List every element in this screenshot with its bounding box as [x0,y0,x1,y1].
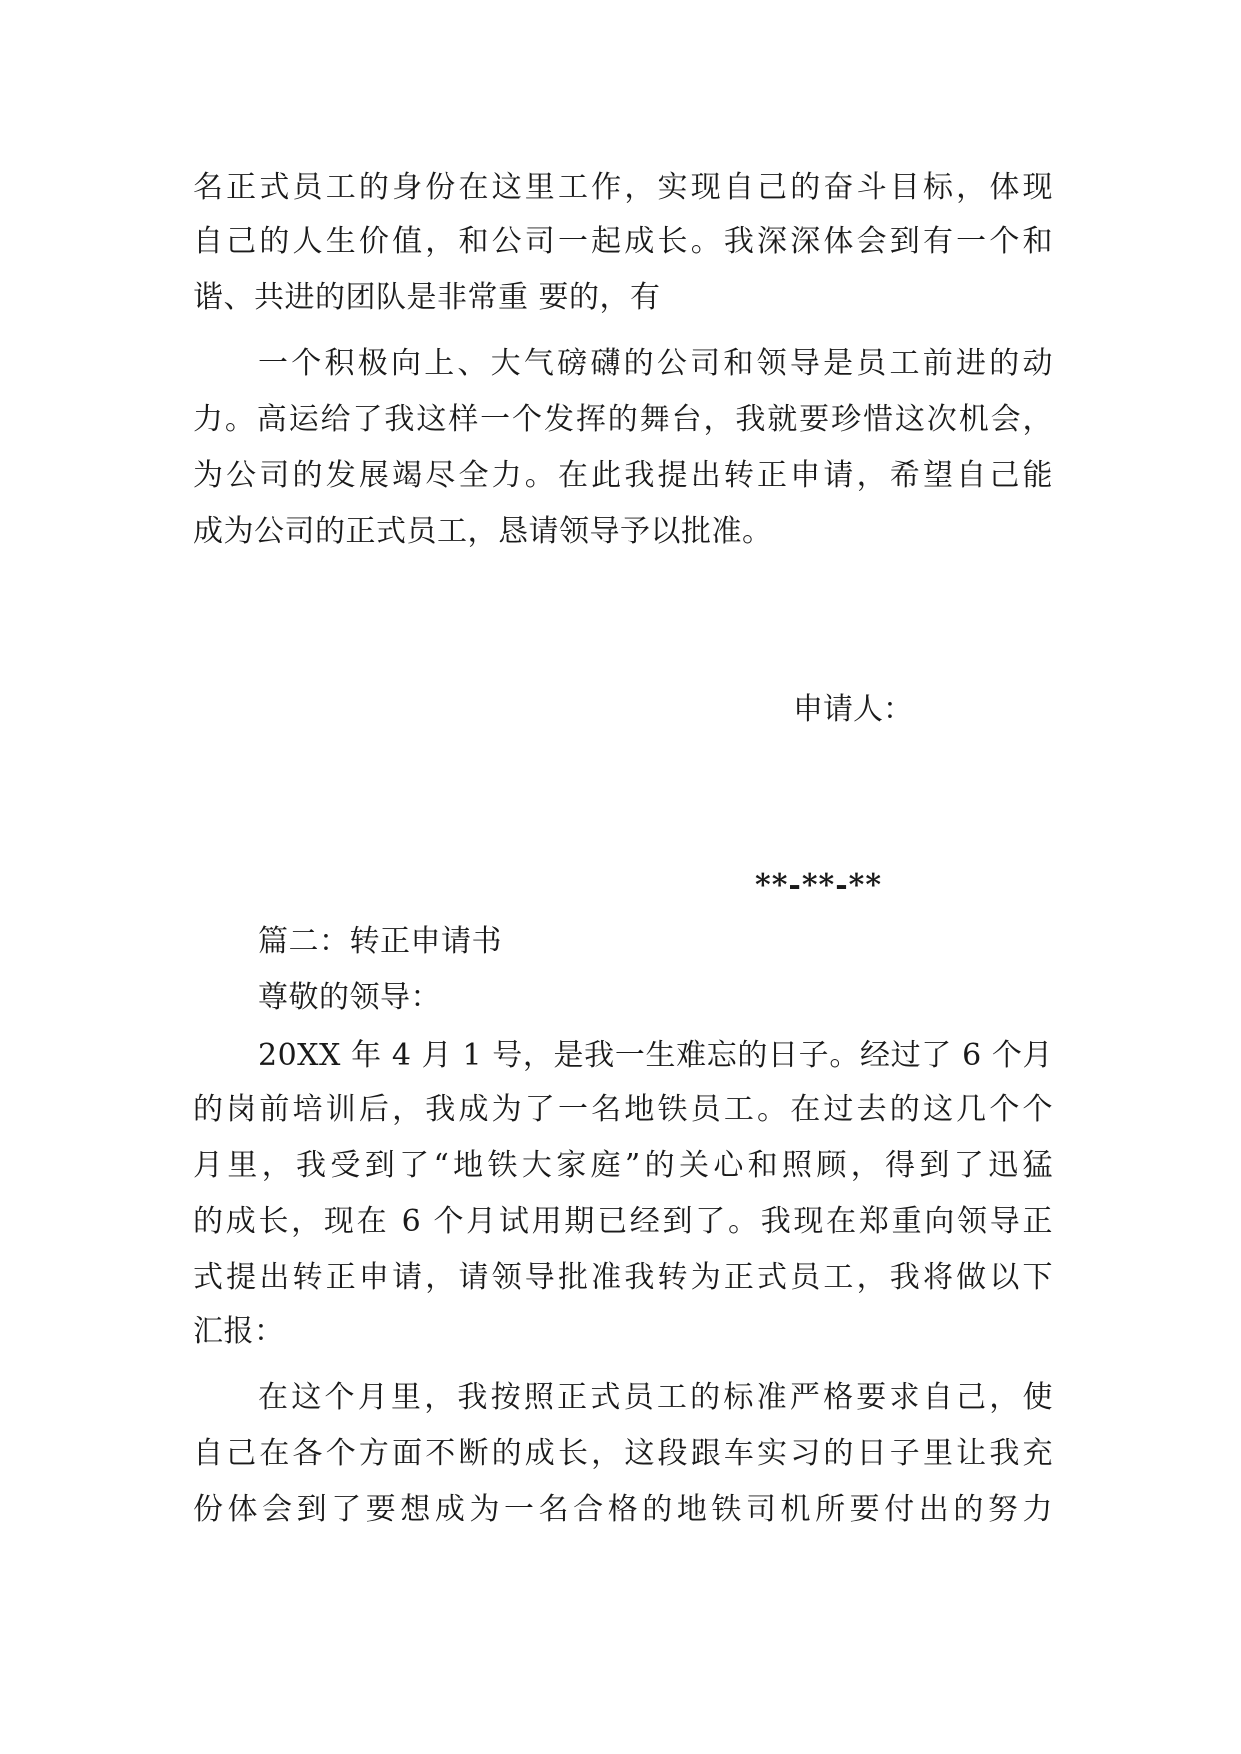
paragraph-line: 份体会到了要想成为一名合格的地铁司机所要付出的努力 [193,1492,1053,1527]
paragraph-line: 的成长，现在 6 个月试用期已经到了。我现在郑重向领导正 [193,1204,1053,1239]
signature-date: **-**-** [755,868,883,903]
paragraph-line: 一个积极向上、大气磅礴的公司和领导是员工前进的动 [258,346,1053,381]
paragraph-line: 月里，我受到了“地铁大家庭”的关心和照顾，得到了迅猛 [193,1148,1053,1183]
section-title: 篇二：转正申请书 [258,924,502,959]
paragraph-line: 成为公司的正式员工，恳请领导予以批准。 [193,514,773,549]
paragraph-line: 式提出转正申请，请领导批准我转为正式员工，我将做以下 [193,1260,1053,1295]
paragraph-line: 汇报： [193,1314,285,1349]
salutation: 尊敬的领导： [258,980,441,1015]
paragraph-line: 力。高运给了我这样一个发挥的舞台，我就要珍惜这次机会， [193,402,1053,437]
paragraph-line: 谐、共进的团队是非常重 要的，有 [193,280,661,315]
paragraph-line: 的岗前培训后，我成为了一名地铁员工。在过去的这几个个 [193,1092,1053,1127]
paragraph-line: 名正式员工的身份在这里工作，实现自己的奋斗目标，体现 [193,170,1053,205]
paragraph-line: 为公司的发展竭尽全力。在此我提出转正申请，希望自己能 [193,458,1053,493]
applicant-label: 申请人： [793,692,913,727]
paragraph-line: 20XX 年 4 月 1 号，是我一生难忘的日子。经过了 6 个月 [258,1038,1053,1073]
paragraph-line: 自己在各个方面不断的成长，这段跟车实习的日子里让我充 [193,1436,1053,1471]
paragraph-line: 在这个月里，我按照正式员工的标准严格要求自己，使 [258,1380,1053,1415]
paragraph-line: 自己的人生价值，和公司一起成长。我深深体会到有一个和 [193,224,1053,259]
